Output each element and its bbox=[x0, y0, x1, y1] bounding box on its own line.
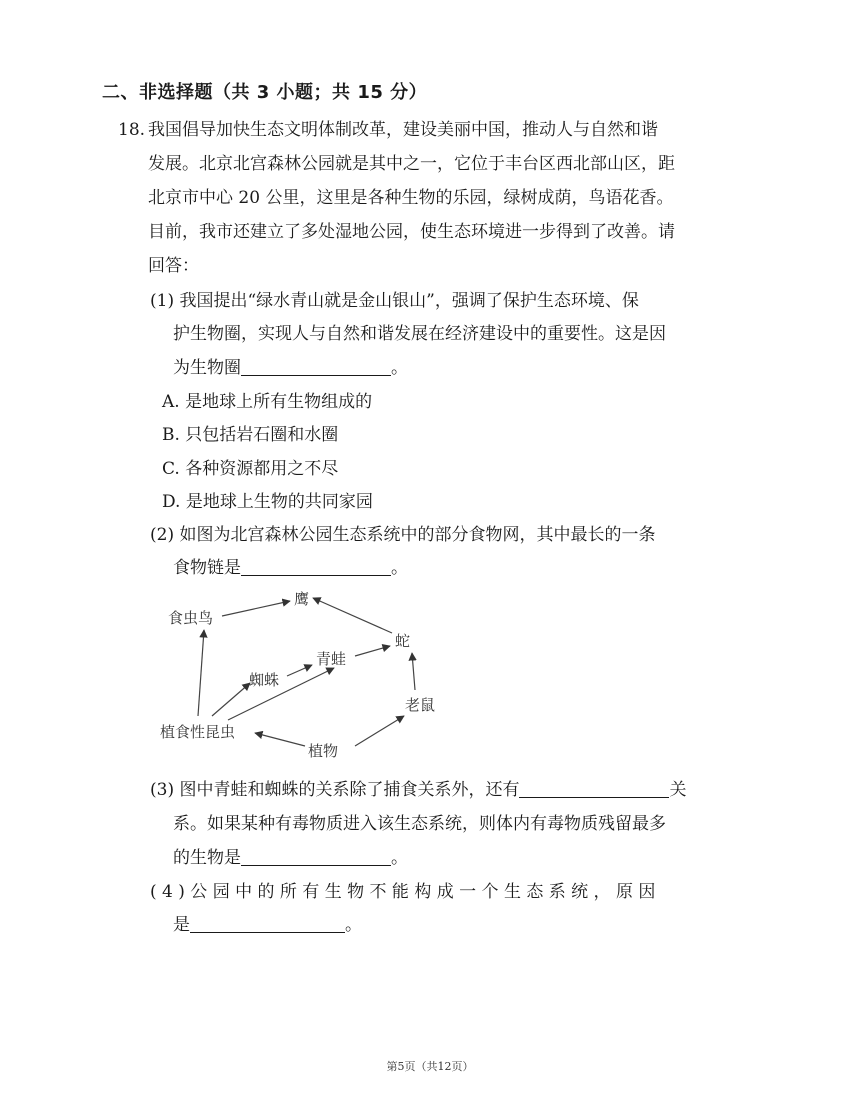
node-spider: 蜘蛛 bbox=[249, 671, 280, 689]
node-insect-bird: 食虫鸟 bbox=[168, 609, 214, 627]
part1-line-2: 护生物圈，实现人与自然和谐发展在经济建设中的重要性。这是因 bbox=[173, 324, 666, 344]
answer-blank-4[interactable] bbox=[241, 845, 391, 866]
question-number: 18. bbox=[118, 120, 146, 140]
part4-line-1: ( 4 ) 公 园 中 的 所 有 生 物 不 能 构 成 一 个 生 态 系 统 ， 原 因 bbox=[150, 882, 656, 902]
answer-blank-5[interactable] bbox=[190, 912, 345, 933]
node-snake: 蛇 bbox=[395, 632, 411, 650]
part1-text: 为生物圈 bbox=[173, 358, 241, 378]
arrow-spider-to-frog bbox=[287, 665, 312, 676]
answer-blank-2[interactable] bbox=[241, 555, 391, 576]
part2-line-2 bbox=[173, 555, 408, 581]
arrow-plant-to-mouse bbox=[355, 716, 404, 746]
arrow-herb-insect-to-insect-bird bbox=[198, 630, 204, 716]
arrow-herb-insect-to-spider bbox=[212, 683, 250, 716]
part4-text-2: 是 bbox=[173, 915, 190, 935]
part3-end: 。 bbox=[391, 848, 408, 868]
option-c: C. 各种资源都用之不尽 bbox=[162, 459, 339, 479]
food-web-diagram bbox=[150, 586, 436, 762]
arrow-snake-to-hawk bbox=[313, 598, 392, 633]
part3-line-3 bbox=[173, 845, 408, 871]
part1-end: 。 bbox=[391, 358, 408, 378]
arrow-frog-to-snake bbox=[355, 646, 390, 656]
node-frog: 青蛙 bbox=[316, 650, 347, 668]
node-herb-insect: 植食性昆虫 bbox=[160, 723, 236, 741]
stem-line-4: 目前，我市还建立了多处湿地公园，使生态环境进一步得到了改善。请 bbox=[148, 222, 675, 242]
part1-line-3 bbox=[173, 355, 408, 381]
option-b: B. 只包括岩石圈和水圈 bbox=[162, 425, 339, 445]
node-mouse: 老鼠 bbox=[405, 696, 436, 714]
option-d: D. 是地球上生物的共同家园 bbox=[162, 492, 373, 512]
part2-end: 。 bbox=[391, 558, 408, 578]
stem-line-5: 回答： bbox=[148, 256, 199, 276]
answer-blank-1[interactable] bbox=[241, 355, 391, 376]
stem-line-2: 发展。北京北宫森林公园就是其中之一，它位于丰台区西北部山区，距 bbox=[148, 154, 675, 174]
stem-line-3: 北京市中心 20 公里，这里是各种生物的乐园，绿树成荫，鸟语花香。 bbox=[148, 188, 674, 208]
part3-text-1: (3) 图中青蛙和蜘蛛的关系除了捕食关系外，还有 bbox=[150, 780, 520, 800]
stem-line-1: 我国倡导加快生态文明体制改革，建设美丽中国，推动人与自然和谐 bbox=[148, 120, 658, 140]
part3-line-1 bbox=[150, 777, 686, 803]
part3-text-3: 的生物是 bbox=[173, 848, 241, 868]
arrow-herb-insect-to-frog bbox=[228, 668, 334, 720]
part4-line-2 bbox=[173, 912, 362, 938]
section-title: 二、非选择题（共 3 小题；共 15 分） bbox=[102, 82, 428, 103]
part1-line-1: (1) 我国提出“绿水青山就是金山银山”，强调了保护生态环境、保 bbox=[150, 291, 639, 311]
node-plant: 植物 bbox=[308, 742, 339, 760]
answer-blank-3[interactable] bbox=[519, 777, 669, 798]
arrow-plant-to-herb-insect bbox=[255, 733, 305, 746]
arrow-insect-bird-to-hawk bbox=[222, 601, 290, 616]
part3-line1-end: 关 bbox=[669, 780, 687, 800]
page-footer: 第5页（共12页） bbox=[386, 1060, 474, 1073]
node-hawk: 鹰 bbox=[294, 590, 310, 608]
arrow-mouse-to-snake bbox=[412, 653, 415, 690]
option-a: A. 是地球上所有生物组成的 bbox=[162, 392, 373, 412]
part3-line-2: 系。如果某种有毒物质进入该生态系统，则体内有毒物质残留最多 bbox=[173, 814, 666, 834]
part4-end: 。 bbox=[345, 915, 362, 935]
part2-text: 食物链是 bbox=[173, 558, 241, 578]
part2-line-1: (2) 如图为北宫森林公园生态系统中的部分食物网，其中最长的一条 bbox=[150, 525, 656, 545]
